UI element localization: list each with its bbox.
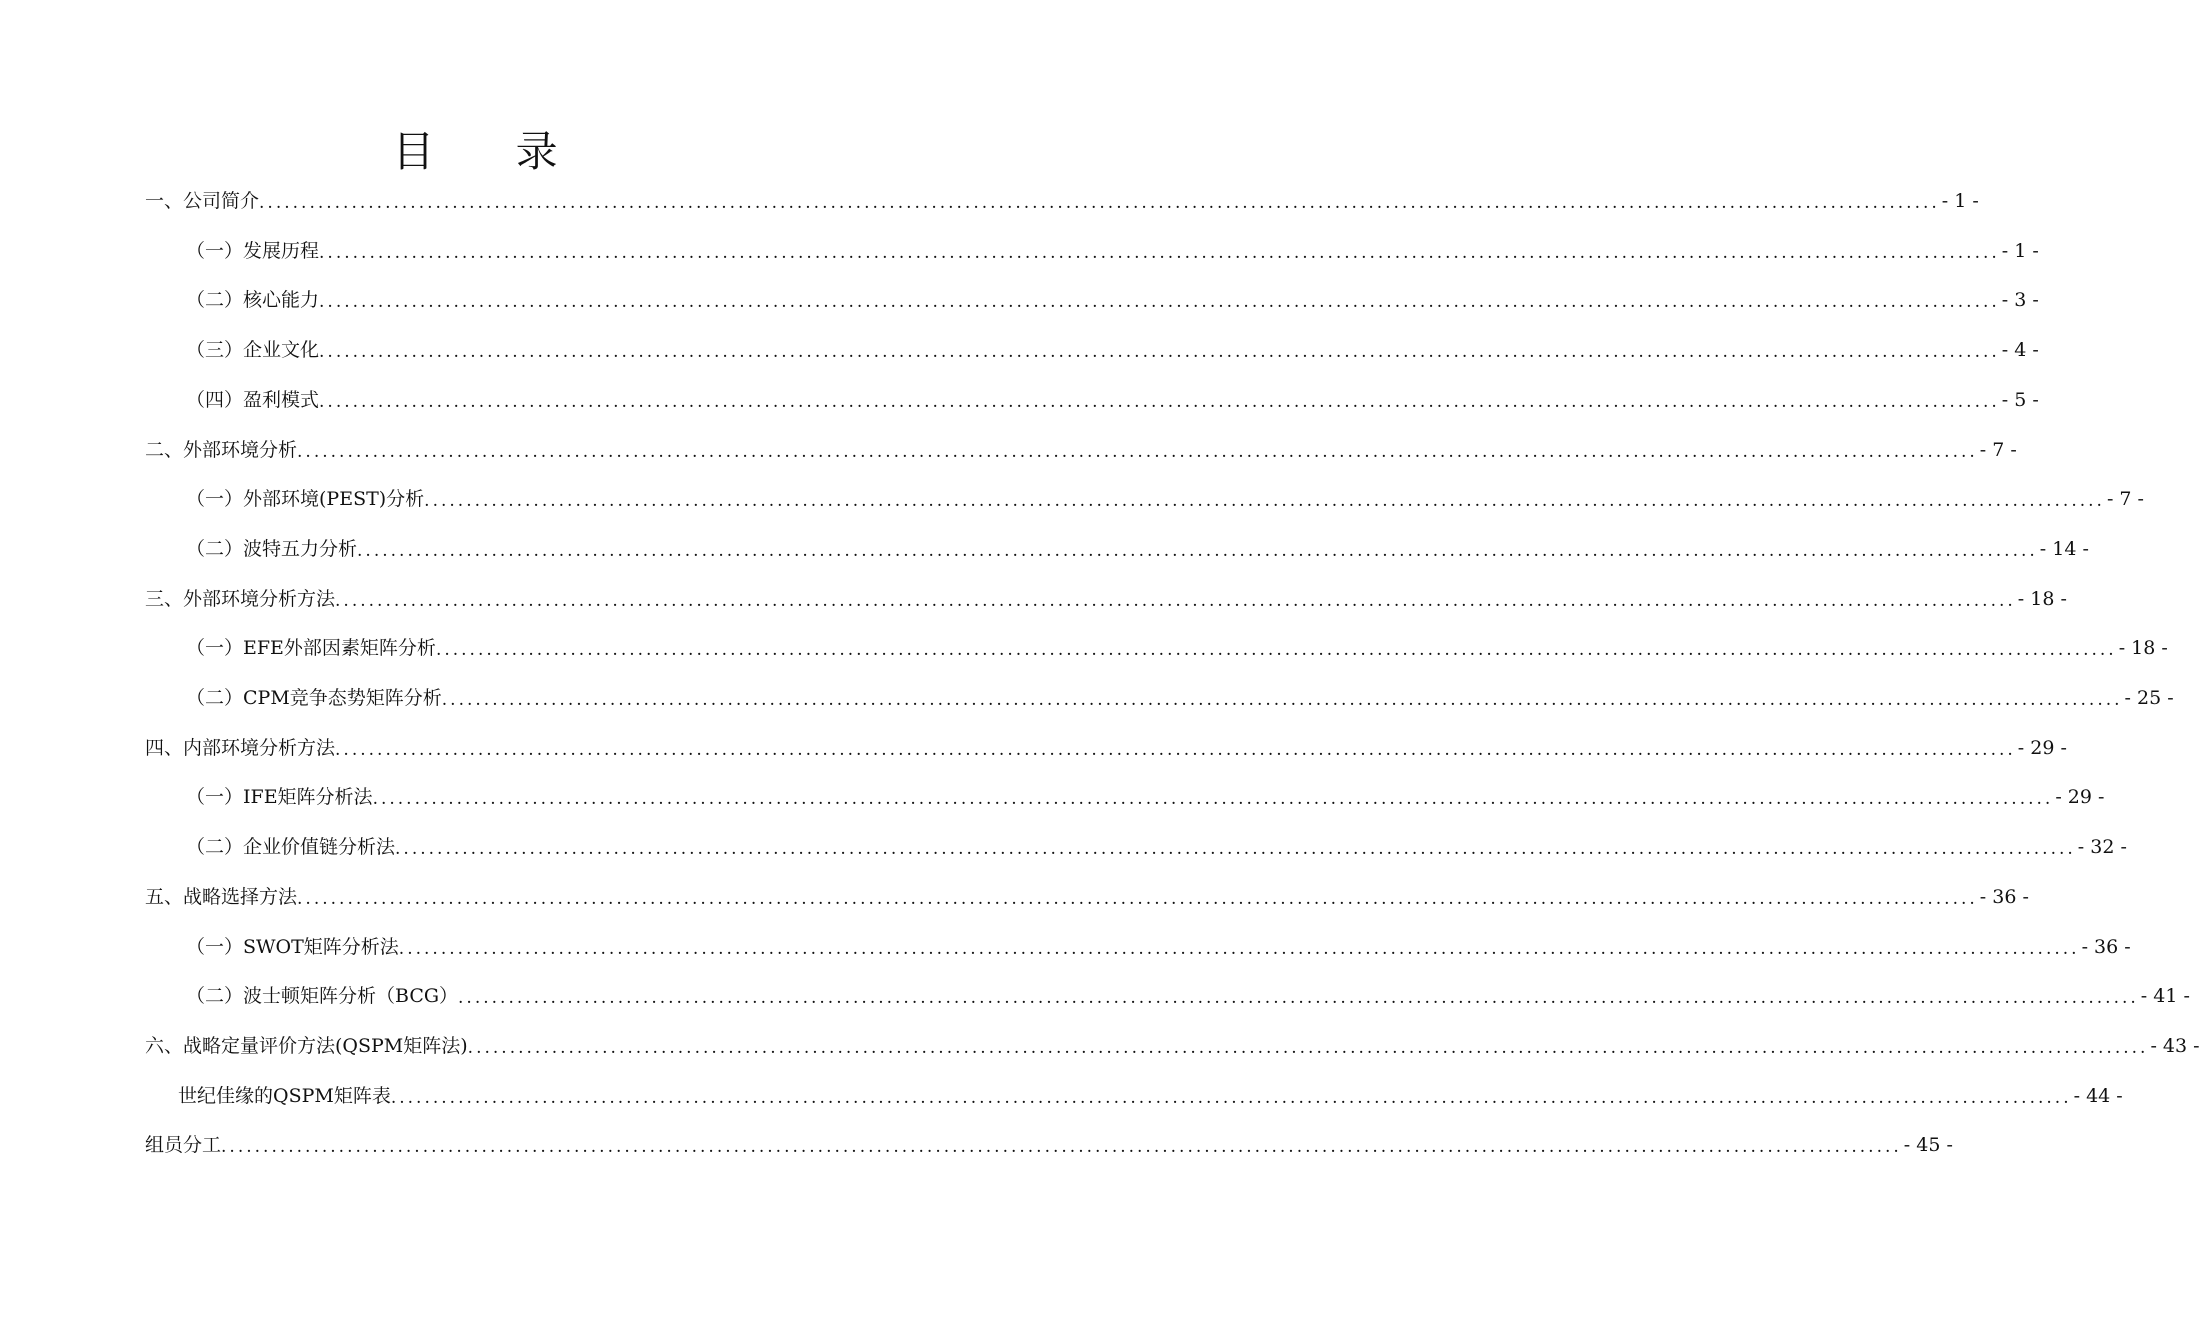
toc-entry[interactable] [186,226,2039,276]
toc-entry-label: （一）IFE矩阵分析法 [186,786,373,809]
toc-entry[interactable] [186,772,2105,822]
toc-page-number: - 29 - [2055,786,2105,809]
toc-entry[interactable] [186,822,2127,872]
toc-entry-label: （四）盈利模式 [186,388,320,411]
toc-page-number: - 18 - [2118,637,2168,660]
toc-leader-dots: ........................................................................................................................................................................................................ [467,1037,2149,1058]
toc-leader-dots: ........................................................................................................................................................................................................ [357,540,2038,561]
toc-page-number: - 7 - [2106,488,2144,511]
toc-leader-dots: ........................................................................................................................................................................................................ [395,839,2076,860]
toc-page-number: - 41 - [2140,985,2190,1008]
toc-leader-dots: ........................................................................................................................................................................................................ [319,342,2000,363]
toc-entry-label: （一）外部环境(PEST)分析 [186,488,425,511]
toc-entry-label: （二）波特五力分析 [186,537,358,560]
toc-entry-label: 六、战略定量评价方法(QSPM矩阵法) [145,1034,468,1057]
toc-entry-label: 组员分工 [145,1134,222,1157]
toc-page-number: - 36 - [2081,935,2131,958]
toc-leader-dots: ........................................................................................................................................................................................................ [297,888,1978,909]
toc-leader-dots: ........................................................................................................................................................................................................ [319,242,2000,263]
toc-leader-dots: ........................................................................................................................................................................................................ [441,690,2123,710]
toc-entry[interactable] [186,922,2131,972]
toc-entry[interactable] [145,872,2029,922]
toc-page-number: - 29 - [2017,736,2067,759]
toc-page-number: - 14 - [2039,537,2089,560]
toc-entry[interactable] [186,275,2039,325]
toc-leader-dots: ........................................................................................................................................................................................................ [372,789,2054,810]
toc-entry[interactable] [178,1071,2123,1121]
toc-entry-label: （一）EFE外部因素矩阵分析 [186,637,436,660]
toc-entry[interactable] [186,524,2089,574]
page-title: 目 录 [392,127,592,176]
toc-entry-label: （二）核心能力 [186,289,320,312]
toc-leader-dots: ........................................................................................................................................................................................................ [424,491,2105,512]
toc-entry-label: （一）SWOT矩阵分析法 [186,935,399,958]
toc-page-number: - 4 - [2001,339,2039,362]
toc-entry[interactable] [186,971,2190,1021]
toc-entry-label: 五、战略选择方法 [145,885,298,908]
toc-entry-label: 二、外部环境分析 [145,438,298,461]
toc-entry[interactable] [186,325,2039,375]
toc-page-number: - 1 - [2001,239,2039,262]
toc-entry[interactable] [145,1120,1953,1170]
toc-page-number: - 36 - [1979,885,2029,908]
toc-entry[interactable] [145,176,1979,226]
toc-entry-label: 四、内部环境分析方法 [145,736,336,759]
toc-entry-label: 三、外部环境分析方法 [145,587,336,610]
toc-entry[interactable] [145,425,2017,475]
toc-leader-dots: ........................................................................................................................................................................................................ [435,640,2117,661]
toc-page-number: - 7 - [1979,438,2017,461]
toc-entry[interactable] [186,375,2039,425]
toc-page-number: - 45 - [1903,1134,1953,1157]
toc-page-number: - 1 - [1941,190,1979,212]
toc-page-number: - 25 - [2124,687,2174,709]
toc-page-number: - 5 - [2001,388,2039,411]
toc-leader-dots: ........................................................................................................................................................................................................ [335,739,2016,760]
toc-entry[interactable] [145,574,2067,624]
toc-leader-dots: ........................................................................................................................................................................................................ [390,1087,2072,1108]
toc-leader-dots: ........................................................................................................................................................................................................ [259,193,1940,213]
toc-entry-label: （二）波士顿矩阵分析（BCG） [186,985,459,1008]
toc-entry-label: 世纪佳缘的QSPM矩阵表 [178,1084,391,1107]
toc-page-number: - 43 - [2150,1034,2200,1057]
toc-entry[interactable] [186,673,2174,723]
toc-page-number: - 18 - [2017,587,2067,610]
toc-entry-label: （二）CPM竞争态势矩阵分析 [186,687,442,709]
toc-leader-dots: ........................................................................................................................................................................................................ [335,590,2016,611]
toc-entry-label: （二）企业价值链分析法 [186,836,396,859]
toc-entry-label: 一、公司简介 [145,190,260,212]
toc-leader-dots: ........................................................................................................................................................................................................ [398,938,2080,959]
toc-entry-label: （三）企业文化 [186,339,320,362]
toc-entry[interactable] [186,623,2168,673]
toc-leader-dots: ........................................................................................................................................................................................................ [458,988,2139,1009]
toc-page-number: - 44 - [2073,1084,2123,1107]
toc-leader-dots: ........................................................................................................................................................................................................ [297,441,1978,462]
toc-leader-dots: ........................................................................................................................................................................................................ [319,391,2000,412]
toc-leader-dots: ........................................................................................................................................................................................................ [319,292,2000,313]
toc-entry[interactable] [145,1021,2200,1071]
toc-page-number: - 3 - [2001,289,2039,312]
toc-entry-label: （一）发展历程 [186,239,320,262]
toc-leader-dots: ........................................................................................................................................................................................................ [221,1137,1902,1158]
toc-entry[interactable] [186,474,2144,524]
toc-entry[interactable] [145,723,2067,773]
toc-page-number: - 32 - [2077,836,2127,859]
